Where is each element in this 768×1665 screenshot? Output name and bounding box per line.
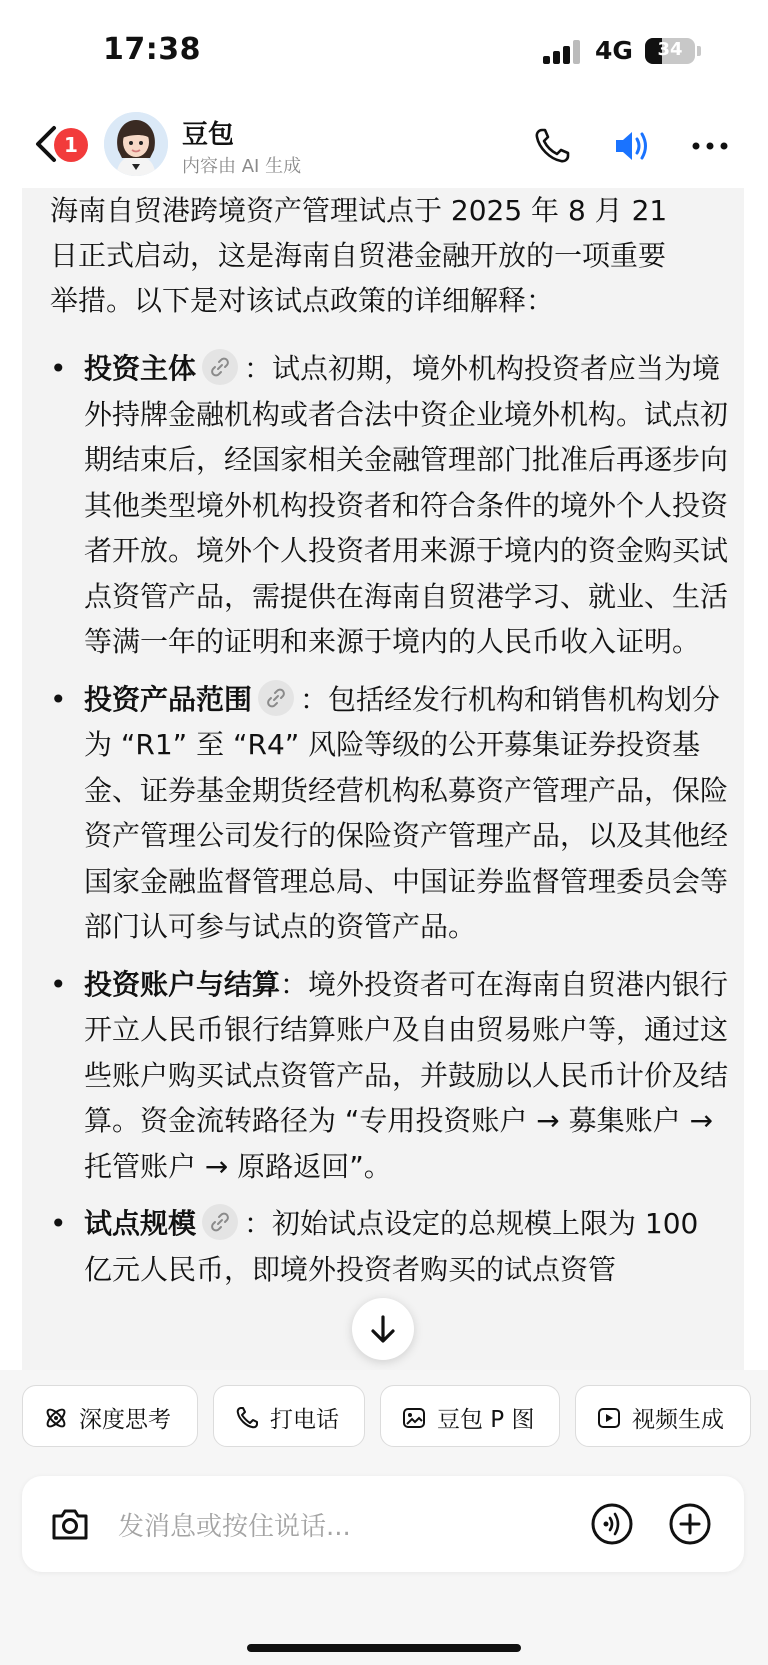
speaker-icon[interactable] [610,124,654,168]
image-edit-button[interactable] [380,1385,560,1447]
list-item [50,346,730,665]
bullet-text: ：包括经发行机构和销售机构划分为 “R1” 至 “R4” 风险等级的公开募集证券投资基金、证券基金期货经营机构私募资产管理产品，保险资产管理公司发行的保险资产管理产品，以及其他经国家金融监督管理总局、中国证券监督管理委员会等部门认可参与试点的资管产品。 [84,682,729,943]
message-intro: 海南自贸港跨境资产管理试点于 2025 年 8 月 21 日正式启动，这是海南自贸港金融开放的一项重要举措。以下是对该试点政策的详细解释： [50,194,668,317]
status-time: 17:38 [103,32,201,67]
bullet-text: ：境外投资者可在海南自贸港内银行开立人民币银行结算账户及自由贸易账户等，通过这些账户购买试点资管产品，并鼓励以人民币计价及结算。资金流转路径为 “专用投资账户 → 募集账户 → 托管账户 → 原路返回”。 [84,967,729,1183]
arrow-down-icon [352,1298,414,1360]
atom-icon [43,1405,69,1431]
ai-disclaimer: 内容由 AI 生成 [182,156,302,177]
status-bar [0,0,768,100]
phone-icon [234,1405,260,1431]
bullet-term: 投资产品范围 [84,682,253,716]
assistant-message [22,188,744,1370]
bullet-term: 试点规模 [84,1207,197,1240]
chip-label: 打电话 [270,1407,339,1433]
bullet-term: 投资主体 [84,352,197,385]
list-item [50,1201,730,1292]
bullet-text: ：试点初期，境外机构投资者应当为境外持牌金融机构或者合法中资企业境外机构。试点初期结束后，经国家相关金融管理部门批准后再逐步向其他类型境外机构投资者和符合条件的境外个人投资者开放。境外个人投资者用来源于境内的资金购买试点资管产品，需提供在海南自贸港学习、就业、生活等满一年的证明和来源于境内的人民币收入证明。 [84,352,729,658]
battery-level: 34 [657,39,683,60]
phone-icon[interactable] [530,124,574,168]
link-icon[interactable] [202,349,238,385]
call-button[interactable] [213,1385,365,1447]
battery-icon [645,38,695,64]
deep-think-button[interactable] [22,1385,198,1447]
bullet-text: ：初始试点设定的总规模上限为 100 亿元人民币，即境外投资者购买的试点资管 [84,1207,699,1286]
cellular-signal-icon [543,40,583,64]
camera-icon[interactable] [48,1502,92,1546]
scroll-to-bottom-button[interactable] [352,1298,414,1360]
avatar[interactable] [104,112,168,176]
policy-list [50,346,730,1304]
list-item [50,962,730,1190]
network-type: 4G [595,36,633,65]
composer-area [0,1370,768,1665]
more-icon[interactable] [688,124,732,168]
bullet-term: 投资账户与结算 [84,967,281,1001]
link-icon[interactable] [202,1204,238,1240]
unread-badge: 1 [54,128,88,162]
chip-label: 豆包 P 图 [437,1407,535,1433]
home-indicator [247,1644,521,1652]
add-icon[interactable] [668,1502,712,1546]
list-item [50,677,730,950]
video-generate-button[interactable] [575,1385,751,1447]
battery-tip [697,46,701,56]
video-play-icon [596,1405,622,1431]
chat-header [0,100,768,188]
message-input-bar[interactable] [22,1476,744,1572]
chat-title: 豆包 [182,120,235,150]
chip-label: 深度思考 [79,1407,171,1433]
voice-input-icon[interactable] [590,1502,634,1546]
link-icon[interactable] [258,680,294,716]
image-edit-icon [401,1405,427,1431]
message-input[interactable]: 发消息或按住说话... [118,1512,351,1542]
chip-label: 视频生成 [632,1407,724,1433]
